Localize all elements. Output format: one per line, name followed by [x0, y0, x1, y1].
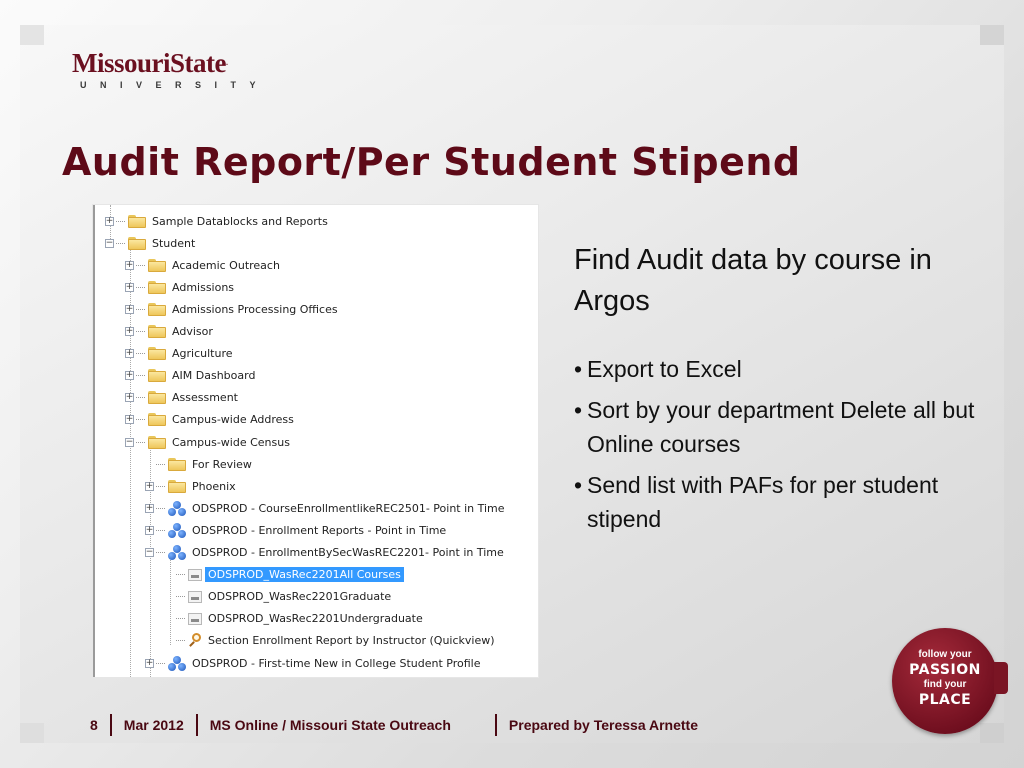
bullet-list — [574, 352, 994, 536]
folder-icon — [148, 325, 166, 338]
tree-item[interactable] — [165, 565, 404, 585]
tree-item-label: ODSPROD_WasRec2201Graduate — [208, 590, 392, 604]
argos-tree-screenshot — [93, 205, 538, 677]
corner-decoration — [20, 25, 44, 45]
badge-line: follow your — [918, 649, 972, 660]
tree-connector — [116, 221, 125, 222]
expand-icon[interactable]: + — [125, 326, 134, 336]
logo-subtitle: UNIVERSITY — [80, 80, 270, 90]
logo-wordmark — [72, 48, 269, 78]
tree-item[interactable] — [145, 520, 446, 540]
tree-item[interactable] — [125, 277, 234, 297]
tree-item[interactable] — [105, 233, 195, 253]
tree-item-label: ODSPROD - CourseEnrollmentlikeREC2501- Point in Time — [192, 501, 505, 515]
tree-item[interactable] — [145, 653, 481, 673]
page-number: 8 — [90, 717, 98, 733]
collapse-icon[interactable]: − — [105, 237, 114, 248]
tree-connector — [156, 663, 165, 664]
tree-item-label: Student — [152, 236, 196, 250]
tree-connector — [176, 640, 185, 641]
tree-item-label: ODSPROD - Enrollment Reports - Point in Time — [192, 523, 447, 537]
slide-title: Audit Report/Per Student Stipend — [62, 140, 801, 184]
corner-decoration — [980, 25, 1004, 45]
footer-org: MS Online / Missouri State Outreach — [209, 717, 451, 733]
tree-connector — [136, 353, 145, 354]
tree-connector — [136, 265, 145, 266]
tree-connector — [136, 331, 145, 332]
tree-item-label: Phoenix — [192, 479, 236, 493]
tree-item-label: Admissions — [172, 280, 235, 294]
datablock-icon — [168, 523, 186, 538]
footer-date: Mar 2012 — [123, 717, 184, 733]
footer-divider — [495, 714, 497, 736]
badge-line: PLACE — [918, 692, 972, 708]
corner-decoration — [980, 723, 1004, 743]
tree-item[interactable] — [145, 454, 252, 474]
expand-icon[interactable]: + — [125, 392, 134, 403]
folder-icon — [148, 391, 166, 404]
tree-item[interactable] — [165, 609, 423, 629]
tree-connector — [176, 574, 185, 575]
folder-icon — [148, 413, 166, 426]
tree-item-label: Campus-wide Census — [172, 435, 290, 449]
tree-item-label: Advisor — [172, 325, 213, 338]
tree-item-label: Campus-wide Address — [172, 413, 294, 427]
datablock-icon — [168, 656, 186, 671]
tree-item[interactable] — [165, 587, 391, 607]
slide-body — [574, 240, 994, 543]
tree-item-label: Academic Outreach — [172, 258, 280, 272]
tree-item-label: For Review — [192, 457, 252, 471]
expand-icon[interactable]: + — [125, 259, 134, 270]
corner-decoration — [20, 723, 44, 743]
tree-item-label: ODSPROD_WasRec2201Undergraduate — [208, 612, 423, 626]
tree-item[interactable] — [145, 476, 236, 496]
folder-icon — [148, 347, 166, 360]
tree-item[interactable] — [125, 255, 280, 275]
tree-item-label: Section Enrollment Report by Instructor (Quickview) — [208, 634, 495, 648]
tree-item[interactable] — [125, 366, 255, 386]
expand-icon[interactable]: + — [145, 657, 154, 668]
badge-line: find your — [923, 679, 967, 690]
bullet-item: • Export to Excel — [574, 352, 994, 386]
folder-icon — [168, 480, 186, 493]
slide-footer — [90, 714, 698, 736]
expand-icon[interactable]: + — [125, 370, 134, 381]
tree-item[interactable] — [145, 543, 504, 563]
folder-icon — [128, 215, 146, 228]
folder-icon — [168, 458, 186, 471]
tree-connector — [156, 464, 165, 465]
tree-connector — [176, 596, 185, 597]
bullet-item: • Send list with PAFs for per student stipend — [574, 468, 994, 536]
tree-item-label: ODSPROD - EnrollmentBySecWasREC2201- Point in Time — [192, 546, 504, 559]
tree-item-label: AIM Dashboard — [172, 369, 256, 383]
tree-connector — [136, 287, 145, 288]
tree-item-label: ODSPROD_WasRec2201All Courses — [205, 567, 404, 582]
tree-connector — [136, 397, 145, 398]
tree-item[interactable] — [125, 299, 338, 319]
quickview-icon — [188, 633, 204, 649]
passion-badge — [892, 628, 998, 734]
collapse-icon[interactable]: − — [145, 547, 154, 557]
tree-item[interactable] — [125, 322, 213, 342]
report-icon — [188, 591, 202, 603]
folder-icon — [148, 303, 166, 316]
folder-icon — [128, 237, 146, 250]
logo-trademark: . — [225, 58, 228, 67]
badge-line: PASSION — [909, 662, 981, 678]
tree-item[interactable] — [125, 410, 294, 430]
tree-item-label: Assessment — [172, 391, 238, 405]
lead-text: Find Audit data by course in Argos — [574, 244, 932, 317]
folder-icon — [148, 369, 166, 382]
collapse-icon[interactable]: − — [125, 436, 134, 447]
tree-connector — [136, 419, 145, 420]
tree-item-label: Admissions Processing Offices — [172, 302, 338, 316]
tree-connector — [156, 552, 165, 553]
panel-edge — [93, 205, 95, 677]
tree-item-label: Agriculture — [172, 347, 233, 361]
tree-connector — [156, 530, 165, 531]
tree-connector — [136, 309, 145, 310]
expand-icon[interactable]: + — [125, 303, 134, 314]
tree-item[interactable] — [165, 631, 495, 651]
report-icon — [188, 613, 202, 625]
tree-item-label: Sample Datablocks and Reports — [152, 214, 328, 228]
tree-connector — [156, 486, 165, 487]
footer-author: Prepared by Teressa Arnette — [508, 717, 698, 733]
folder-icon — [148, 281, 166, 294]
footer-divider — [196, 714, 198, 736]
expand-icon[interactable]: + — [125, 281, 134, 292]
badge-tab — [994, 662, 1008, 694]
tree-item[interactable] — [125, 344, 233, 364]
tree-connector — [156, 508, 165, 509]
datablock-icon — [168, 501, 186, 516]
tree-item[interactable] — [105, 211, 328, 231]
folder-icon — [148, 259, 166, 272]
tree-connector — [116, 243, 125, 244]
folder-icon — [148, 436, 166, 449]
tree-item[interactable] — [125, 388, 238, 408]
tree-item[interactable] — [145, 498, 505, 518]
logo-wordmark-text: MissouriState — [72, 48, 226, 78]
tree-item[interactable] — [125, 432, 290, 452]
expand-icon[interactable]: + — [125, 348, 134, 359]
expand-icon[interactable]: + — [145, 480, 154, 491]
report-icon — [188, 569, 202, 581]
tree-connector — [136, 442, 145, 443]
expand-icon[interactable]: + — [145, 524, 154, 535]
tree-connector — [136, 375, 145, 376]
datablock-icon — [168, 545, 186, 560]
bullet-item: • Sort by your department Delete all but Online courses — [574, 393, 994, 461]
expand-icon[interactable]: + — [145, 502, 154, 513]
expand-icon[interactable]: + — [125, 414, 134, 425]
footer-divider — [110, 714, 112, 736]
tree-connector — [176, 618, 185, 619]
expand-icon[interactable]: + — [105, 215, 114, 226]
tree-item-label: ODSPROD - First-time New in College Student Profile — [192, 656, 481, 670]
university-logo — [72, 48, 269, 90]
